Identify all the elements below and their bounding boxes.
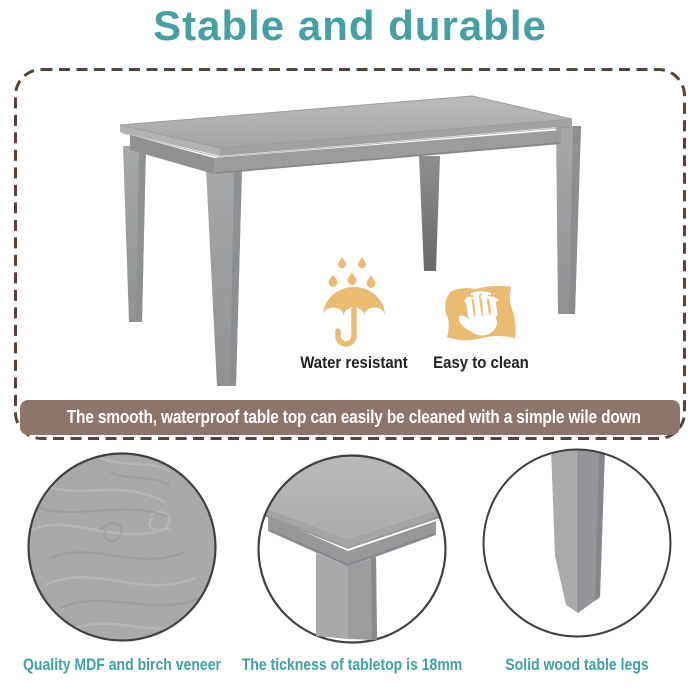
rain-drops-icon (329, 257, 376, 288)
umbrella-rain-icon (323, 257, 385, 344)
easy-to-clean-label: Easy to clean (433, 353, 529, 372)
detail-caption-veneer: Quality MDF and birch veneer (23, 656, 221, 674)
water-resistant-label: Water resistant (300, 353, 408, 372)
tabletop-corner-image (256, 430, 446, 643)
detail-caption-thickness: The tickness of tabletop is 18mm (241, 656, 463, 674)
wiping-hand-cloth-icon (445, 286, 516, 340)
wood-grain-image (25, 450, 220, 645)
info-banner-text: The smooth, waterproof table top can easily be cleaned with a simple wile down (66, 407, 641, 427)
table-leg-image (484, 448, 671, 637)
info-banner (20, 400, 680, 435)
detail-caption-legs: Solid wood table legs (505, 656, 649, 674)
page-title: Stable and durable (153, 2, 547, 49)
